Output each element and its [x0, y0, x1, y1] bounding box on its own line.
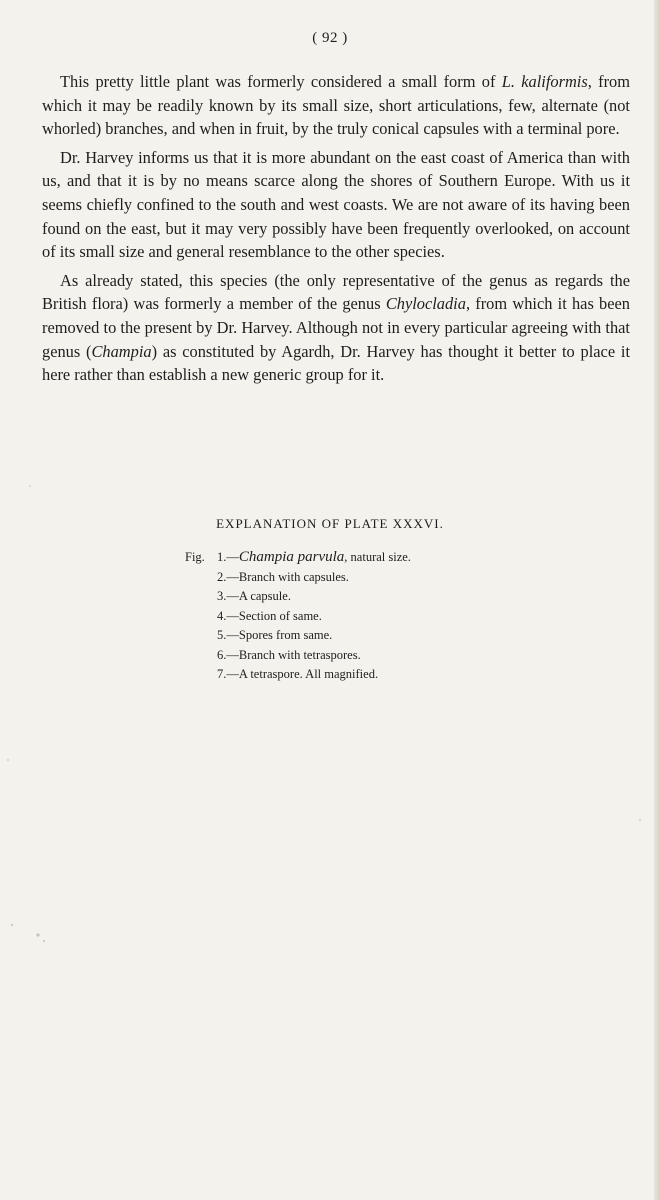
figure-description: Branch with capsules. [238, 569, 349, 584]
figure-number: 6.— [217, 647, 239, 662]
plate-explanation-heading: EXPLANATION OF PLATE XXXVI. [216, 516, 444, 531]
figure-number: 1.— [217, 550, 239, 564]
page-number: ( 92 ) [312, 30, 348, 46]
figure-description: Section of same. [238, 608, 322, 623]
figure-number: 3.— [217, 589, 239, 603]
figure-number: 5.— [217, 628, 239, 642]
figure-species-name: Champia parvula [238, 549, 345, 565]
paragraph-text: , from which it may be readily known by its small size, short articulations, few, alternate (not whorled) branches, and when in fruit, by the truly conical capsules with a terminal pore. [42, 72, 630, 139]
paragraph-text: , from which it has been removed to the present by Dr. Harvey. Although not in every particular agreeing with that genus ( [42, 294, 630, 361]
paragraph-text: ) as constituted by Agardh, Dr. Harvey has thought it better to place it here rather than establish a new generic group for it. [42, 341, 630, 385]
figure-description: Spores from same. [238, 628, 333, 642]
paragraph-text: As already stated, this species (the only representative of the genus as regards the British flora) was formerly a member of the genus [42, 270, 630, 314]
figure-number: 2.— [217, 569, 239, 584]
italic-taxon-name: Champia [91, 341, 152, 361]
italic-taxon-name: L. kaliformis [501, 72, 588, 91]
italic-taxon-name: Chylocladia [385, 294, 466, 314]
figure-description: A capsule. [238, 589, 291, 603]
figure-description: A tetraspore. All magnified. [238, 667, 379, 681]
paragraph-text: Dr. Harvey informs us that it is more abundant on the east coast of America than with us, and that it is by no means scarce along the shores of Southern Europe. With us it seems chiefly confined to the south and west coasts. We are not aware of its having been found on the east, but it may very possibly have been frequently overlooked, on account of its small size and general resemblance to the other species. [42, 147, 630, 262]
figure-description: Branch with tetraspores. [238, 647, 361, 662]
paragraph-text: This pretty little plant was formerly considered a small form of [60, 72, 502, 91]
figure-description: , natural size. [344, 550, 411, 564]
figure-prefix: Fig. [185, 550, 205, 564]
figure-number: 4.— [217, 608, 239, 623]
figure-number: 7.— [217, 667, 239, 681]
